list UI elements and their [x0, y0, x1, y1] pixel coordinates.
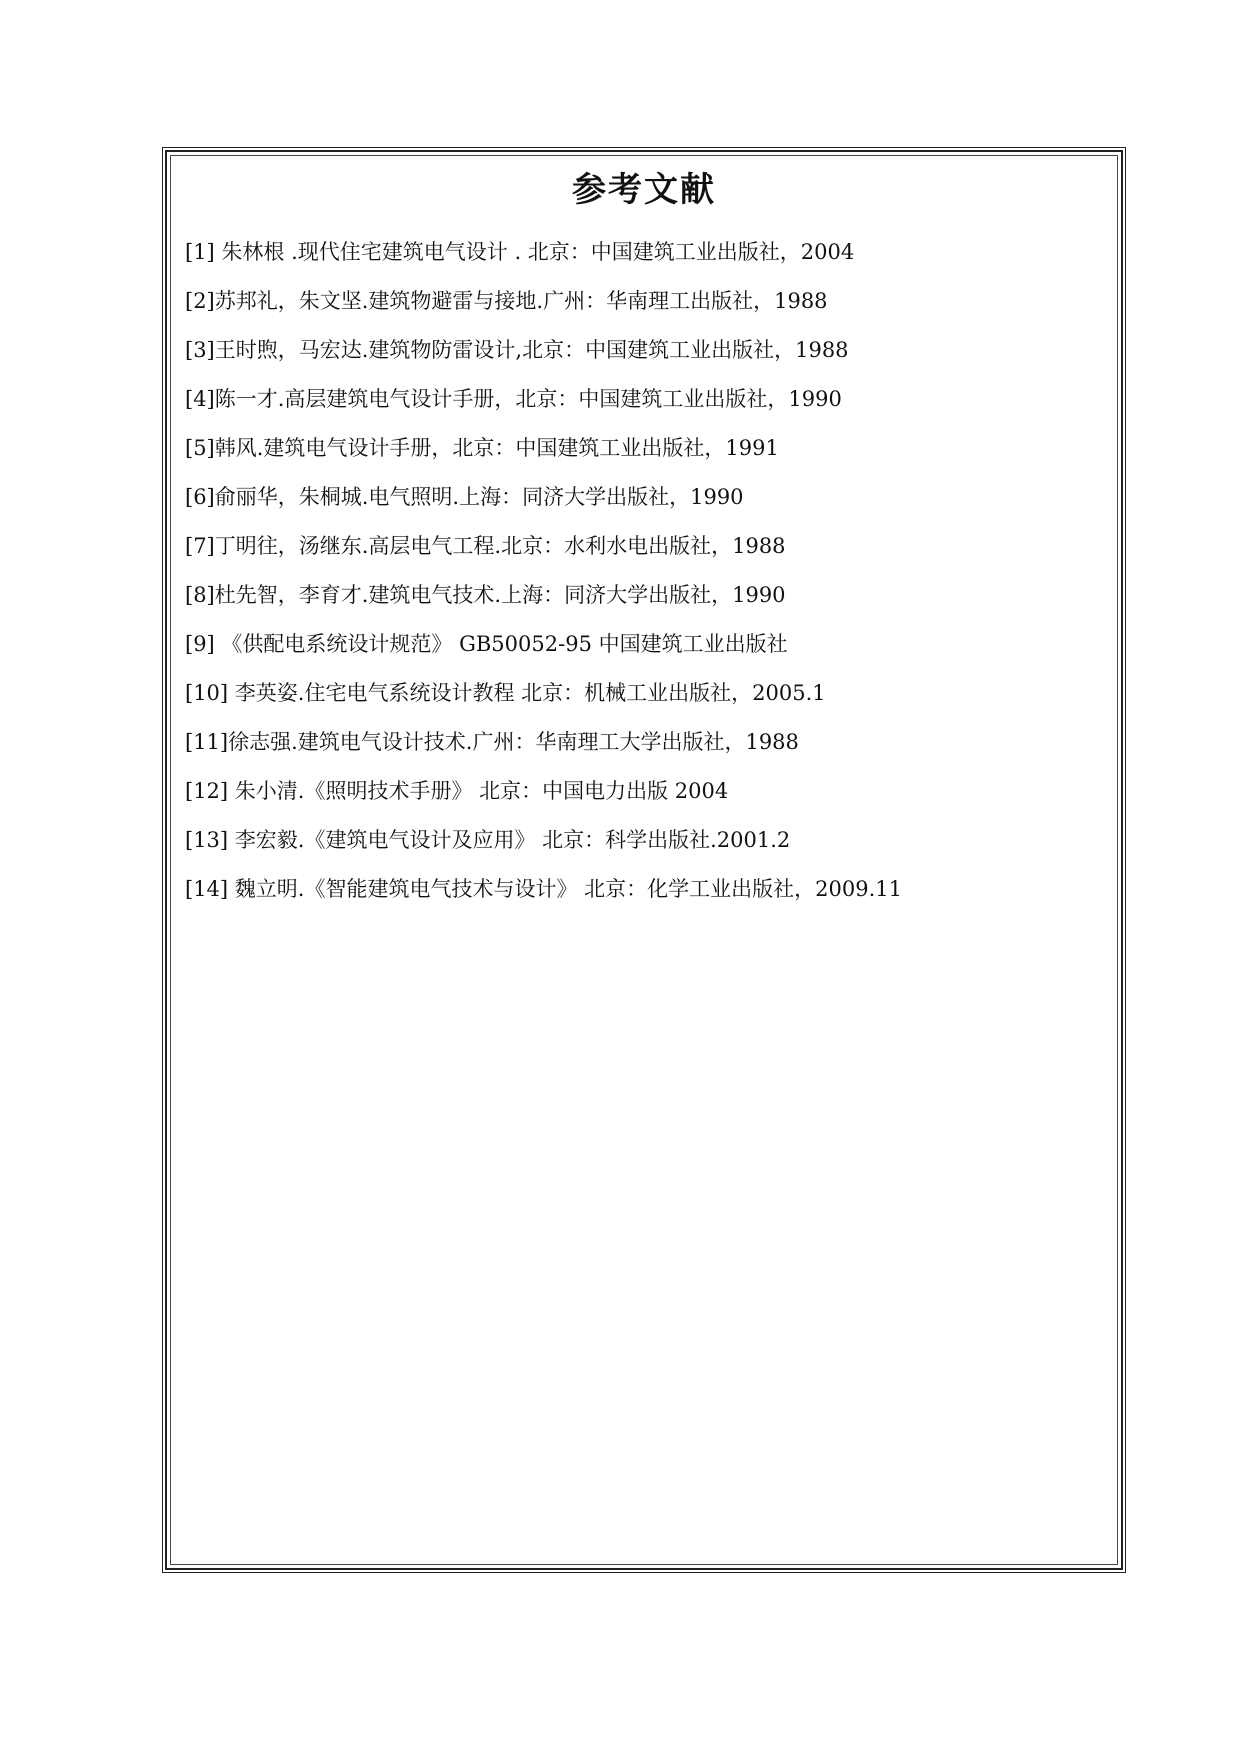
reference-item: [3]王时煦，马宏达.建筑物防雷设计,北京：中国建筑工业出版社，1988	[185, 338, 849, 362]
reference-item: [4]陈一才.高层建筑电气设计手册，北京：中国建筑工业出版社，1990	[185, 387, 842, 411]
reference-item: [9] 《供配电系统设计规范》 GB50052-95 中国建筑工业出版社	[185, 632, 788, 656]
reference-item: [2]苏邦礼，朱文坚.建筑物避雷与接地.广州：华南理工出版社，1988	[185, 289, 828, 313]
reference-item: [13] 李宏毅.《建筑电气设计及应用》 北京：科学出版社.2001.2	[185, 828, 791, 852]
reference-item: [5]韩风.建筑电气设计手册，北京：中国建筑工业出版社，1991	[185, 436, 779, 460]
reference-item: [14] 魏立明.《智能建筑电气技术与设计》 北京：化学工业出版社，2009.11	[185, 877, 902, 901]
page-frame	[165, 150, 1123, 1570]
reference-item: [1] 朱林根 .现代住宅建筑电气设计 . 北京：中国建筑工业出版社，2004	[185, 240, 855, 264]
reference-item: [6]俞丽华，朱桐城.电气照明.上海：同济大学出版社，1990	[185, 485, 744, 509]
reference-list	[185, 228, 1103, 914]
reference-item: [11]徐志强.建筑电气设计技术.广州：华南理工大学出版社，1988	[185, 730, 799, 754]
reference-item: [12] 朱小清.《照明技术手册》 北京：中国电力出版 2004	[185, 779, 729, 803]
reference-item: [10] 李英姿.住宅电气系统设计教程 北京：机械工业出版社，2005.1	[185, 681, 826, 705]
reference-item: [7]丁明往，汤继东.高层电气工程.北京：水利水电出版社，1988	[185, 534, 786, 558]
page-title: 参考文献	[572, 170, 716, 210]
reference-item: [8]杜先智，李育才.建筑电气技术.上海：同济大学出版社，1990	[185, 583, 786, 607]
page-frame-inner	[170, 155, 1118, 1565]
